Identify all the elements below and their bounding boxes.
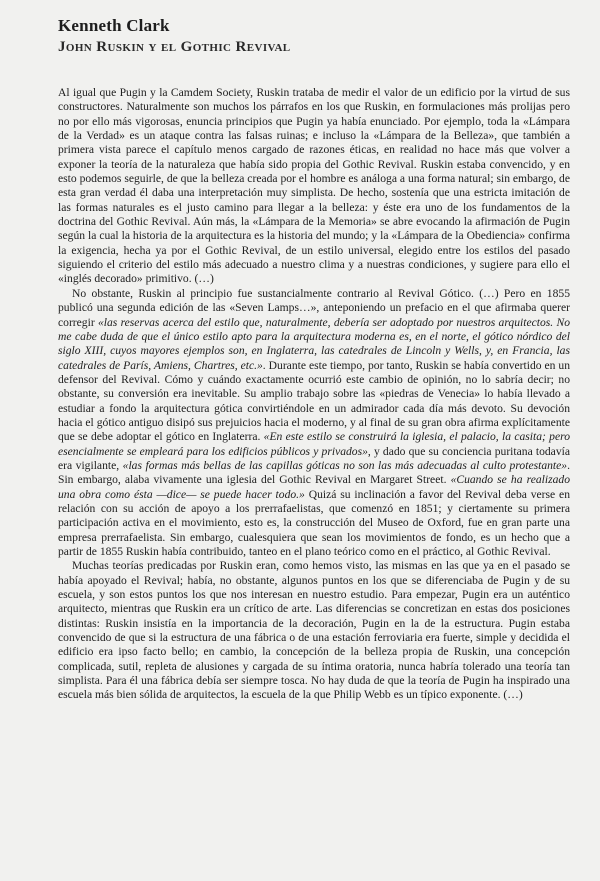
body-text: Muchas teorías predicadas por Ruskin eran, como hemos visto, las mismas en las que ya en el pasado se había apoyado el Revival; había, no obstante, algunos puntos en los que se diferenciaba de Pugin y de su escuela, y son estos puntos los que nos interesan en nuestro estudio. Para empezar, Pugin era un auténtico arquitecto, mientras que Ruskin era un crítico de arte. Las diferencias se concretizan en estas dos posiciones distintas: Ruskin insistía en la importancia de la decoración, Pugin en la de la estructura. Pugin estaba convencido de que si la estructura de una fábrica o de una estación ferroviaria era fuerte, simple y decidida el edificio era ipso facto bello; en cambio, la concepción de la belleza propia de Ruskin, una concepción complicada, sutil, repleta de alusiones y cargada de su íntima oratoria, nunca habría tolerado una teoría tan simplista. Para él una fábrica debía ser siempre tosca. No hay duda de que la teoría de Pugin ha inspirado una escuela más bien sólida de arquitectos, la escuela de la que Philip Webb es un típico exponente. (…) bbox=[58, 559, 570, 702]
body-text: . Durante este tiempo, por tanto, Ruskin se había convertido en un defensor del Revival. Cómo y cuándo exactamente ocurrió este cambio de opinión, no lo sabría decir; no obstante, su conversión era inevitable. Su amplio trabajo sobre las «piedras de Venecia» lo había llevado a estudiar a fondo la arquitectura gótica convirtiéndole en un admirador cada día más devoto. Su devoción hacia el gótico antiguo disipó sus prejuicios hacia el moderno, y al final de su gran obra afirma explícitamente que se debe adoptar el gótico en Inglaterra. bbox=[58, 358, 570, 444]
author-name: Kenneth Clark bbox=[58, 16, 170, 35]
paragraph-3 bbox=[58, 559, 570, 702]
quotation-text: «las reservas acerca del estilo que, naturalmente, debería ser adoptado por nuestros arquitectos. No me cabe duda de que el único estilo apto para la arquitectura moderna es, en el norte, el gótico nórdico del siglo XIII, cuyos mayores ejemplos son, en Inglaterra, las catedrales de Lincoln y Wells, y, en Francia, las catedrales de París, Amiens, Chartres, etc.» bbox=[58, 315, 570, 372]
body-text: . Sin embargo, alaba vivamente una iglesia del Gothic Revival en Margaret Street. bbox=[58, 458, 570, 487]
quotation-text: «Cuando se ha realizado una obra como ésta —dice— se puede hacer todo.» bbox=[58, 473, 570, 501]
paragraph-1 bbox=[58, 86, 570, 287]
article-body bbox=[58, 86, 570, 703]
body-text: , y dado que su conciencia puritana todavía era vigilante, bbox=[58, 444, 570, 472]
body-text: Quizá su inclinación a favor del Revival deba verse en relación con su acción de apoyo a los prerrafaelistas, que comenzó en 1851; y ciertamente su primera participación activa en el movimiento, esto es, la construcción del Museo de Oxford, fue en gran parte una empresa prerrafaelista. Sin embargo, cualesquiera que sean los movimientos de fondo, es un hecho que a partir de 1855 Ruskin había contribuido, tanteo en el plano teórico como en el práctico, al Gothic Revival. bbox=[58, 487, 570, 558]
quotation-text: «las formas más bellas de las capillas góticas no son las más adecuadas al culto protestante» bbox=[122, 458, 568, 472]
quotation-text: «En este estilo se construirá la iglesia, el palacio, la casita; pero esencialmente se empleará para los edificios públicos y privados» bbox=[58, 430, 570, 458]
body-text: Al igual que Pugin y la Camdem Society, Ruskin trataba de medir el valor de un edificio por la virtud de sus constructores. Naturalmente son muchos los párrafos en los que Ruskin, en formulaciones más prolijas pero no por ello más vigorosas, enuncia principios que Pugin ya había enunciado. Por ejemplo, toda la «Lámpara de la Verdad» es un ataque contra las falsas ruinas; e incluso la «Lámpara de la Belleza», que también a primera vista parece el capítulo menos cargado de razones éticas, en realidad no hace más que volver a exponer la teoría de la naturaleza que había sido propia del Gothic Revival. Ruskin estaba convencido, y en esto podemos seguirle, de que la belleza creada por el hombre es análoga a una forma natural; sin embargo, de esta gran verdad él daba una interpretación muy simplista. De hecho, sostenía que una estricta imitación de las formas naturales es el justo camino para llegar a la belleza: y éste era uno de los fundamentos de la doctrina del Gothic Revival. Aún más, la «Lámpara de la Memoria» se abre evocando la afirmación de Pugin según la cual la historia de la arquitectura es la historia del mundo; y la «Lámpara de la Obediencia» confirma la exigencia, hecha ya por el Gothic Revival, de un estilo universal, elegido entre los estilos del pasado siguiendo el criterio del estilo más adecuado a nuestro clima y a nuestras condiciones, y sugiere para ello el «inglés decorado» primitivo. (…) bbox=[58, 86, 570, 286]
essay-title: John Ruskin y el Gothic Revival bbox=[58, 39, 291, 55]
paragraph-2 bbox=[58, 287, 570, 560]
body-text: No obstante, Ruskin al principio fue sustancialmente contrario al Revival Gótico. (…) Pero en 1855 publicó una segunda edición de las «Seven Lamps…», anteponiendo un prefacio en el que afirmaba querer corregir bbox=[58, 286, 570, 329]
